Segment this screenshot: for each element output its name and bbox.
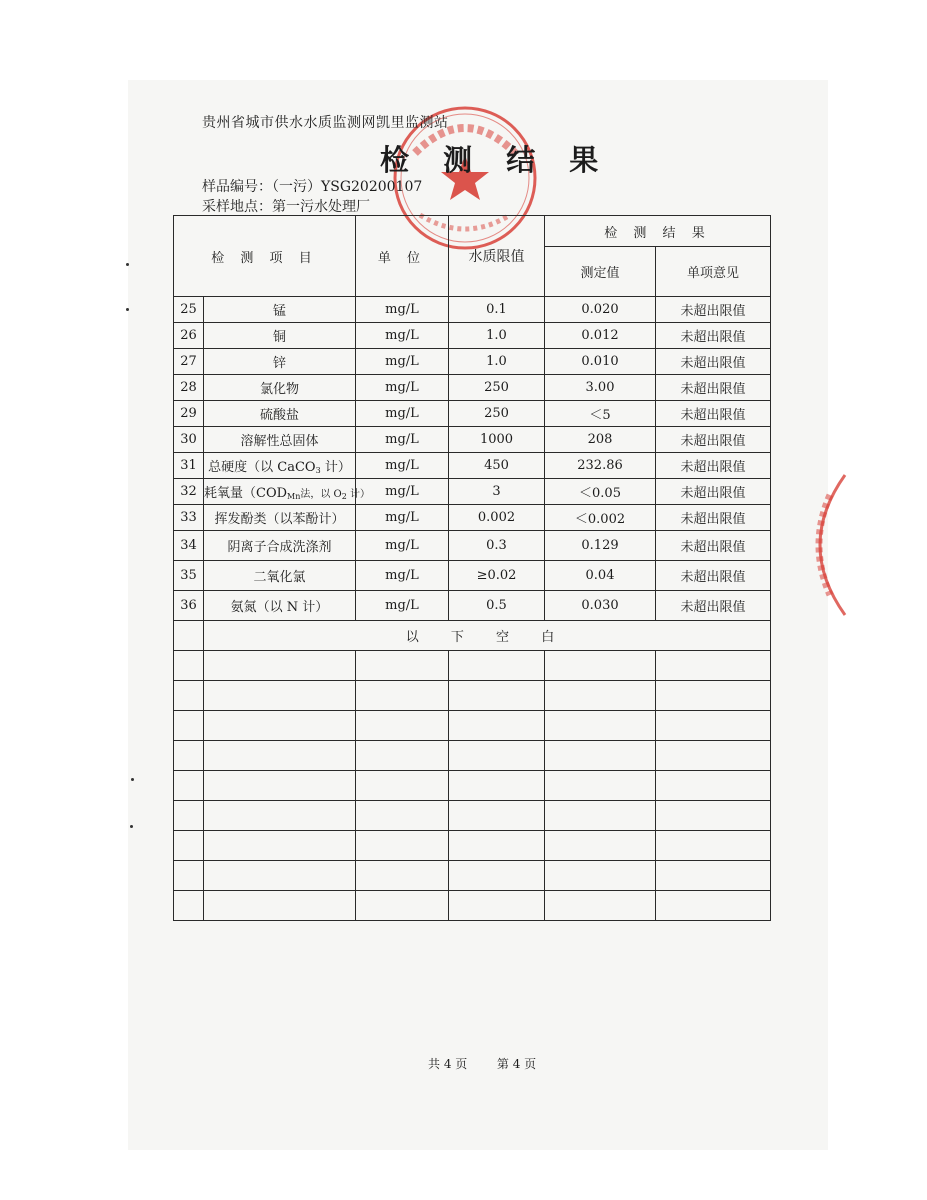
row-number: 28: [174, 375, 204, 401]
empty-row: [174, 651, 771, 681]
row-unit: mg/L: [356, 349, 449, 375]
row-opinion: 未超出限值: [656, 401, 771, 427]
table-row: [174, 375, 771, 401]
row-opinion: 未超出限值: [656, 561, 771, 591]
row-measured: 0.010: [545, 349, 656, 375]
row-item: 氨氮（以 N 计）: [204, 591, 356, 621]
row-measured: 232.86: [545, 453, 656, 479]
header-result-group: 检 测 结 果: [545, 216, 771, 247]
header-item: 检 测 项 目: [174, 216, 356, 297]
table-row: [174, 427, 771, 453]
row-measured: 0.030: [545, 591, 656, 621]
row-item: 耗氧量（$COD_{Mn}$法，以 $O_2$ 计）: [204, 479, 356, 505]
row-unit: mg/L: [356, 427, 449, 453]
row-unit: mg/L: [356, 591, 449, 621]
row-number: 31: [174, 453, 204, 479]
row-number: 29: [174, 401, 204, 427]
row-limit: 0.5: [449, 591, 545, 621]
row-limit: 250: [449, 401, 545, 427]
row-opinion: 未超出限值: [656, 505, 771, 531]
empty-row: [174, 771, 771, 801]
current-page: 第 4 页: [496, 1057, 537, 1071]
row-opinion: 未超出限值: [656, 453, 771, 479]
row-item: 二氧化氯: [204, 561, 356, 591]
organization-name: 贵州省城市供水水质监测网凯里监测站: [202, 115, 449, 131]
row-measured: 0.129: [545, 531, 656, 561]
row-measured: 0.04: [545, 561, 656, 591]
table-header-row: [174, 216, 771, 247]
row-limit: 450: [449, 453, 545, 479]
row-unit: mg/L: [356, 453, 449, 479]
table-row: [174, 297, 771, 323]
row-number: 25: [174, 297, 204, 323]
row-measured: 3.00: [545, 375, 656, 401]
scan-speck: [131, 778, 134, 781]
row-item: 锰: [204, 297, 356, 323]
empty-row: [174, 861, 771, 891]
row-measured: ＜0.05: [545, 479, 656, 505]
sample-number-label: 样品编号：: [202, 179, 272, 195]
header-opinion: 单项意见: [656, 247, 771, 297]
row-item: 挥发酚类（以苯酚计）: [204, 505, 356, 531]
sampling-location-value: 第一污水处理厂: [272, 199, 370, 215]
partial-seal-stamp: [790, 470, 850, 620]
scan-speck: [126, 263, 129, 266]
row-opinion: 未超出限值: [656, 427, 771, 453]
row-item: 锌: [204, 349, 356, 375]
header-unit: 单 位: [356, 216, 449, 297]
row-opinion: 未超出限值: [656, 591, 771, 621]
header-measured: 测定值: [545, 247, 656, 297]
row-item: 溶解性总固体: [204, 427, 356, 453]
row-opinion: 未超出限值: [656, 531, 771, 561]
row-measured: ＜0.002: [545, 505, 656, 531]
row-measured: 0.020: [545, 297, 656, 323]
row-limit: 1.0: [449, 323, 545, 349]
results-table: [173, 215, 771, 921]
blank-number-cell: [174, 621, 204, 651]
table-row: [174, 401, 771, 427]
row-opinion: 未超出限值: [656, 479, 771, 505]
row-opinion: 未超出限值: [656, 323, 771, 349]
row-item: 总硬度（以 CaCO$_3$ 计）: [204, 453, 356, 479]
empty-row: [174, 891, 771, 921]
row-number: 30: [174, 427, 204, 453]
row-opinion: 未超出限值: [656, 375, 771, 401]
table-row: [174, 453, 771, 479]
sampling-location: [202, 196, 370, 216]
row-unit: mg/L: [356, 531, 449, 561]
row-unit: mg/L: [356, 323, 449, 349]
total-pages: 共 4 页: [428, 1057, 468, 1071]
row-measured: 208: [545, 427, 656, 453]
empty-row: [174, 711, 771, 741]
row-number: 34: [174, 531, 204, 561]
empty-row: [174, 831, 771, 861]
table-row: [174, 505, 771, 531]
row-measured: ＜5: [545, 401, 656, 427]
sample-number: [202, 176, 422, 196]
empty-row: [174, 741, 771, 771]
row-unit: mg/L: [356, 561, 449, 591]
row-limit: 0.002: [449, 505, 545, 531]
blank-note-row: [174, 621, 771, 651]
table-row: [174, 323, 771, 349]
row-opinion: 未超出限值: [656, 297, 771, 323]
row-item: 铜: [204, 323, 356, 349]
row-unit: mg/L: [356, 479, 449, 505]
sampling-location-label: 采样地点：: [202, 199, 272, 215]
row-opinion: 未超出限值: [656, 349, 771, 375]
scan-speck: [130, 825, 133, 828]
row-number: 36: [174, 591, 204, 621]
empty-row: [174, 801, 771, 831]
row-unit: mg/L: [356, 375, 449, 401]
table-row: [174, 349, 771, 375]
table-row: [174, 479, 771, 505]
row-number: 35: [174, 561, 204, 591]
table-row: [174, 591, 771, 621]
empty-row: [174, 681, 771, 711]
row-number: 27: [174, 349, 204, 375]
row-unit: mg/L: [356, 505, 449, 531]
table-row: [174, 531, 771, 561]
sample-number-value: （一污）YSG20200107: [272, 179, 423, 195]
header-limit: 水质限值: [449, 216, 545, 297]
scan-speck: [126, 308, 129, 311]
row-measured: 0.012: [545, 323, 656, 349]
blank-note: 以 下 空 白: [204, 621, 771, 651]
row-limit: 1.0: [449, 349, 545, 375]
row-item: 阴离子合成洗涤剂: [204, 531, 356, 561]
row-limit: 3: [449, 479, 545, 505]
table-row: [174, 561, 771, 591]
row-item: 氯化物: [204, 375, 356, 401]
row-limit: 0.1: [449, 297, 545, 323]
row-limit: 250: [449, 375, 545, 401]
row-limit: 0.3: [449, 531, 545, 561]
page-footer: [428, 1055, 536, 1072]
row-number: 32: [174, 479, 204, 505]
row-unit: mg/L: [356, 297, 449, 323]
row-unit: mg/L: [356, 401, 449, 427]
row-limit: 1000: [449, 427, 545, 453]
row-limit: ≥0.02: [449, 561, 545, 591]
row-number: 33: [174, 505, 204, 531]
row-number: 26: [174, 323, 204, 349]
row-item: 硫酸盐: [204, 401, 356, 427]
report-title: 检 测 结 果: [380, 143, 611, 177]
